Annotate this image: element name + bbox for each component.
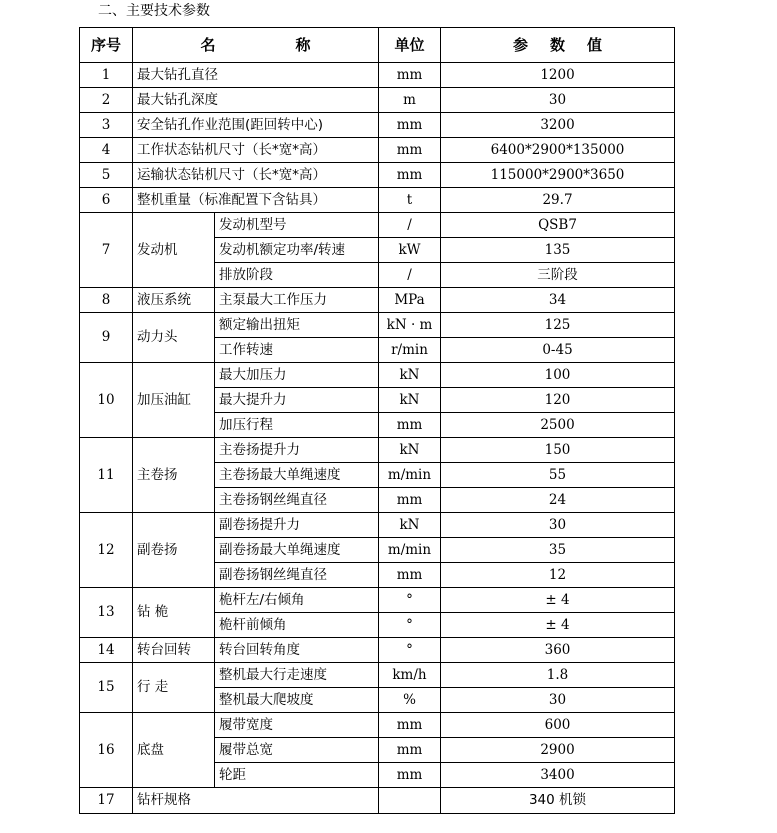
row-name: 排放阶段 <box>215 263 379 288</box>
row-value: 3400 <box>441 763 675 788</box>
row-value: 1.8 <box>441 663 675 688</box>
row-name: 额定输出扭矩 <box>215 313 379 338</box>
row-name: 主卷扬最大单绳速度 <box>215 463 379 488</box>
table-row <box>80 438 675 463</box>
table-row <box>80 788 675 814</box>
row-name: 桅杆前倾角 <box>215 613 379 638</box>
header-name-a: 名 <box>200 35 216 54</box>
row-unit: / <box>379 263 441 288</box>
row-value: 600 <box>441 713 675 738</box>
row-value: 115000*2900*3650 <box>441 163 675 188</box>
row-index: 5 <box>80 163 133 188</box>
table-row <box>80 288 675 313</box>
row-value: 100 <box>441 363 675 388</box>
row-name: 整机最大爬坡度 <box>215 688 379 713</box>
row-unit: mm <box>379 713 441 738</box>
row-value: 24 <box>441 488 675 513</box>
row-name: 履带总宽 <box>215 738 379 763</box>
row-unit: mm <box>379 113 441 138</box>
table-row <box>80 88 675 113</box>
row-value: 340 机锁 <box>441 788 675 814</box>
row-index: 16 <box>80 713 133 788</box>
row-unit: mm <box>379 413 441 438</box>
row-value: 150 <box>441 438 675 463</box>
row-group: 加压油缸 <box>133 363 215 438</box>
row-value: 30 <box>441 688 675 713</box>
table-row <box>80 163 675 188</box>
row-unit: ° <box>379 638 441 663</box>
row-name: 加压行程 <box>215 413 379 438</box>
row-name: 运输状态钻机尺寸（长*宽*高） <box>133 163 379 188</box>
row-group: 液压系统 <box>133 288 215 313</box>
row-index: 10 <box>80 363 133 438</box>
row-group: 行 走 <box>133 663 215 713</box>
row-unit <box>379 788 441 814</box>
row-name: 副卷扬提升力 <box>215 513 379 538</box>
row-index: 17 <box>80 788 133 814</box>
row-name: 副卷扬最大单绳速度 <box>215 538 379 563</box>
row-name: 工作状态钻机尺寸（长*宽*高） <box>133 138 379 163</box>
row-name: 转台回转角度 <box>215 638 379 663</box>
header-value-c: 值 <box>587 35 603 54</box>
row-unit: m/min <box>379 538 441 563</box>
row-unit: kN <box>379 513 441 538</box>
row-name: 最大加压力 <box>215 363 379 388</box>
row-unit: kN <box>379 388 441 413</box>
table-row <box>80 638 675 663</box>
table-row <box>80 588 675 613</box>
table-row <box>80 138 675 163</box>
row-index: 4 <box>80 138 133 163</box>
row-unit: m <box>379 88 441 113</box>
row-group: 钻 桅 <box>133 588 215 638</box>
table-row <box>80 513 675 538</box>
row-name: 桅杆左/右倾角 <box>215 588 379 613</box>
row-value: 360 <box>441 638 675 663</box>
row-value: 125 <box>441 313 675 338</box>
table-row <box>80 188 675 213</box>
row-index: 6 <box>80 188 133 213</box>
row-unit: mm <box>379 163 441 188</box>
table-row <box>80 213 675 238</box>
row-unit: kN <box>379 438 441 463</box>
row-name: 履带宽度 <box>215 713 379 738</box>
row-name: 最大提升力 <box>215 388 379 413</box>
row-index: 3 <box>80 113 133 138</box>
row-name: 整机最大行走速度 <box>215 663 379 688</box>
row-name: 主卷扬钢丝绳直径 <box>215 488 379 513</box>
row-unit: mm <box>379 63 441 88</box>
row-unit: ° <box>379 613 441 638</box>
row-unit: mm <box>379 138 441 163</box>
row-index: 1 <box>80 63 133 88</box>
table-header <box>80 28 675 63</box>
row-unit: mm <box>379 738 441 763</box>
table-row <box>80 663 675 688</box>
row-value: 29.7 <box>441 188 675 213</box>
row-value: 35 <box>441 538 675 563</box>
row-value: 三阶段 <box>441 263 675 288</box>
header-index: 序号 <box>80 28 133 63</box>
row-index: 8 <box>80 288 133 313</box>
row-unit: kN <box>379 363 441 388</box>
table-row <box>80 113 675 138</box>
row-name: 发动机额定功率/转速 <box>215 238 379 263</box>
row-group: 主卷扬 <box>133 438 215 513</box>
row-group: 底盘 <box>133 713 215 788</box>
row-value: 0-45 <box>441 338 675 363</box>
row-value: ± 4 <box>441 588 675 613</box>
row-value: QSB7 <box>441 213 675 238</box>
row-unit: t <box>379 188 441 213</box>
row-name: 副卷扬钢丝绳直径 <box>215 563 379 588</box>
header-name-b: 称 <box>295 35 311 54</box>
row-index: 11 <box>80 438 133 513</box>
row-group: 副卷扬 <box>133 513 215 588</box>
row-name: 安全钻孔作业范围(距回转中心) <box>133 113 379 138</box>
row-unit: kN · m <box>379 313 441 338</box>
row-index: 14 <box>80 638 133 663</box>
row-value: 30 <box>441 513 675 538</box>
row-unit: MPa <box>379 288 441 313</box>
header-value <box>441 28 675 63</box>
row-value: 3200 <box>441 113 675 138</box>
row-name: 最大钻孔深度 <box>133 88 379 113</box>
row-unit: mm <box>379 563 441 588</box>
row-unit: mm <box>379 763 441 788</box>
header-unit: 单位 <box>379 28 441 63</box>
row-name: 最大钻孔直径 <box>133 63 379 88</box>
spec-table <box>79 27 675 814</box>
row-name: 整机重量（标准配置下含钻具） <box>133 188 379 213</box>
row-unit: % <box>379 688 441 713</box>
row-unit: mm <box>379 488 441 513</box>
row-name: 工作转速 <box>215 338 379 363</box>
row-index: 7 <box>80 213 133 288</box>
row-index: 13 <box>80 588 133 638</box>
row-value: 6400*2900*135000 <box>441 138 675 163</box>
row-index: 12 <box>80 513 133 588</box>
row-value: 30 <box>441 88 675 113</box>
row-value: 34 <box>441 288 675 313</box>
row-value: 120 <box>441 388 675 413</box>
row-value: 55 <box>441 463 675 488</box>
header-name <box>133 28 379 63</box>
row-value: 2900 <box>441 738 675 763</box>
row-name: 轮距 <box>215 763 379 788</box>
row-value: 1200 <box>441 63 675 88</box>
row-value: ± 4 <box>441 613 675 638</box>
table-row <box>80 313 675 338</box>
row-unit: r/min <box>379 338 441 363</box>
table-row <box>80 63 675 88</box>
section-title: 二、主要技术参数 <box>98 3 210 19</box>
row-unit: / <box>379 213 441 238</box>
row-name: 钻杆规格 <box>133 788 379 814</box>
table-row <box>80 713 675 738</box>
row-index: 2 <box>80 88 133 113</box>
row-value: 12 <box>441 563 675 588</box>
row-value: 135 <box>441 238 675 263</box>
row-unit: kW <box>379 238 441 263</box>
row-unit: ° <box>379 588 441 613</box>
row-group: 转台回转 <box>133 638 215 663</box>
table-row <box>80 363 675 388</box>
row-index: 9 <box>80 313 133 363</box>
header-value-a: 参 <box>512 35 528 54</box>
header-value-b: 数 <box>549 35 565 54</box>
row-name: 主泵最大工作压力 <box>215 288 379 313</box>
row-name: 发动机型号 <box>215 213 379 238</box>
row-value: 2500 <box>441 413 675 438</box>
row-unit: m/min <box>379 463 441 488</box>
row-name: 主卷扬提升力 <box>215 438 379 463</box>
row-group: 发动机 <box>133 213 215 288</box>
row-group: 动力头 <box>133 313 215 363</box>
row-index: 15 <box>80 663 133 713</box>
row-unit: km/h <box>379 663 441 688</box>
